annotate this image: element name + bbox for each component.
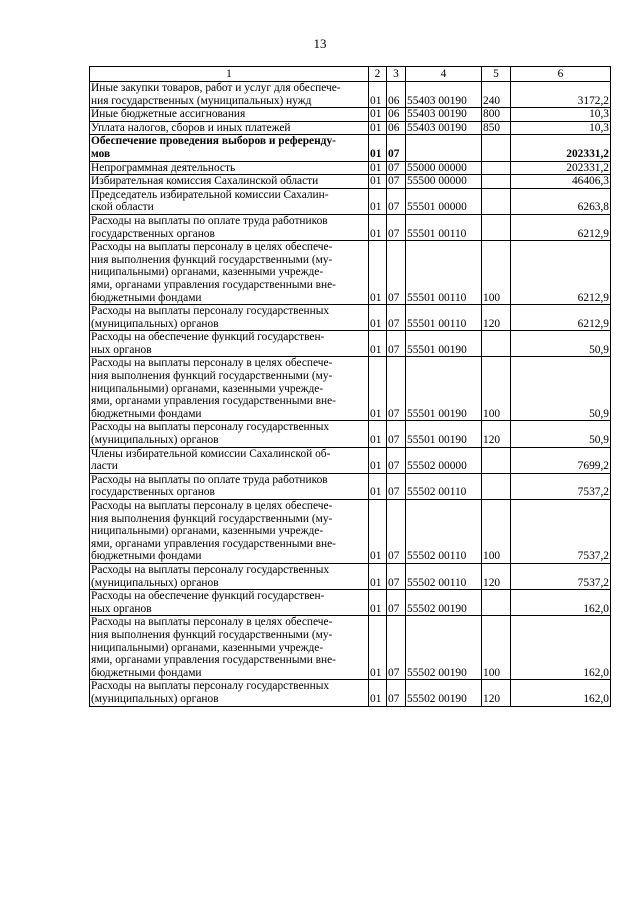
row-name (90, 82, 369, 108)
row-name-line: Расходы на обеспечение функций государствен- (91, 331, 325, 344)
row-name-line: бюджетными фондами (91, 407, 202, 420)
row-expense-type: 240 (482, 82, 511, 108)
row-expense-type: 120 (482, 421, 511, 447)
row-amount: 10,3 (511, 121, 611, 135)
budget-table (89, 66, 611, 707)
row-section: 01 (369, 305, 387, 331)
row-amount: 50,9 (511, 357, 611, 421)
row-name-line: ями, органами управления государственными вне- (91, 654, 336, 667)
row-expense-type (482, 214, 511, 240)
row-target-article: 55501 00110 (406, 305, 482, 331)
row-section: 01 (369, 241, 387, 305)
row-name (90, 121, 369, 135)
table-header (90, 67, 611, 82)
row-expense-type: 120 (482, 563, 511, 589)
row-section: 01 (369, 473, 387, 499)
row-section: 01 (369, 82, 387, 108)
row-amount: 6263,8 (511, 188, 611, 214)
table-row (90, 616, 611, 680)
row-target-article: 55500 00000 (406, 175, 482, 189)
row-name (90, 241, 369, 305)
row-target-article: 55502 00190 (406, 680, 482, 706)
row-name (90, 563, 369, 589)
row-subsection: 07 (387, 680, 406, 706)
header-col-section: 2 (369, 67, 387, 82)
row-name (90, 590, 369, 616)
header-col-subsection: 3 (387, 67, 406, 82)
table-row (90, 108, 611, 122)
row-name-line: (муниципальных) органов (91, 576, 219, 589)
row-section: 01 (369, 331, 387, 357)
table-row (90, 82, 611, 108)
row-name-line: ных органов (91, 602, 152, 615)
row-name-line: ями, органами управления государственными вне- (91, 537, 336, 550)
row-target-article: 55501 00000 (406, 188, 482, 214)
row-name-line: ниципальными) органами, казенными учрежде- (91, 641, 324, 654)
row-target-article: 55501 00110 (406, 241, 482, 305)
row-expense-type (482, 161, 511, 175)
table-row (90, 331, 611, 357)
row-name-line: ями, органами управления государственными вне- (91, 278, 336, 291)
row-section: 01 (369, 500, 387, 564)
row-name (90, 305, 369, 331)
row-expense-type: 120 (482, 680, 511, 706)
table-row (90, 447, 611, 473)
row-amount: 202331,2 (511, 135, 611, 161)
row-section: 01 (369, 214, 387, 240)
row-amount: 10,3 (511, 108, 611, 122)
page-number: 13 (313, 36, 327, 51)
row-name-line: Расходы на выплаты персоналу в целях обеспече- (91, 616, 333, 629)
row-subsection: 06 (387, 82, 406, 108)
row-amount: 6212,9 (511, 214, 611, 240)
row-name (90, 680, 369, 706)
row-target-article: 55502 00110 (406, 473, 482, 499)
row-name (90, 161, 369, 175)
row-expense-type: 100 (482, 357, 511, 421)
row-expense-type: 100 (482, 500, 511, 564)
row-expense-type: 100 (482, 241, 511, 305)
table-row (90, 241, 611, 305)
row-target-article (406, 135, 482, 161)
row-name-line: государственных органов (91, 486, 215, 499)
header-col-name: 1 (90, 67, 369, 82)
header-col-target-article: 4 (406, 67, 482, 82)
row-target-article: 55403 00190 (406, 108, 482, 122)
header-col-amount: 6 (511, 67, 611, 82)
row-name-line: Уплата налогов, сборов и иных платежей (91, 121, 291, 134)
row-section: 01 (369, 108, 387, 122)
table-row (90, 357, 611, 421)
row-subsection: 07 (387, 616, 406, 680)
row-name (90, 473, 369, 499)
row-expense-type: 800 (482, 108, 511, 122)
row-target-article: 55501 00190 (406, 331, 482, 357)
row-target-article: 55502 00000 (406, 447, 482, 473)
row-name (90, 188, 369, 214)
row-name-line: Расходы на выплаты персоналу в целях обеспече- (91, 357, 333, 370)
row-name-line: Расходы на выплаты персоналу в целях обеспече- (91, 241, 333, 254)
table-row (90, 175, 611, 189)
row-target-article: 55403 00190 (406, 121, 482, 135)
row-expense-type (482, 175, 511, 189)
row-amount: 50,9 (511, 331, 611, 357)
row-section: 01 (369, 188, 387, 214)
row-name-line: Иные бюджетные ассигнования (91, 108, 246, 121)
row-expense-type (482, 135, 511, 161)
row-subsection: 07 (387, 473, 406, 499)
row-subsection: 07 (387, 500, 406, 564)
row-name-line: ской области (91, 201, 154, 214)
row-name-line: Расходы на выплаты персоналу государственных (91, 563, 330, 576)
row-name (90, 421, 369, 447)
row-name-line: Иные закупки товаров, работ и услуг для обеспече- (91, 82, 341, 94)
row-target-article: 55501 00190 (406, 421, 482, 447)
row-subsection: 07 (387, 331, 406, 357)
row-expense-type (482, 590, 511, 616)
row-section: 01 (369, 421, 387, 447)
row-name-line: Непрограммная деятельность (91, 161, 236, 174)
row-name-line: ния выполнения функций государственными (му- (91, 628, 333, 641)
row-name-line: Председатель избирательной комиссии Сахалин- (91, 188, 329, 201)
row-target-article: 55502 00190 (406, 590, 482, 616)
table-row (90, 500, 611, 564)
table-row (90, 161, 611, 175)
row-section: 01 (369, 175, 387, 189)
row-amount: 6212,9 (511, 305, 611, 331)
table-row (90, 563, 611, 589)
row-name-line: Расходы на выплаты персоналу государственных (91, 305, 330, 318)
row-name-line: ния выполнения функций государственными (му- (91, 253, 333, 266)
row-name-line: мов (91, 147, 111, 160)
row-name (90, 616, 369, 680)
row-target-article: 55501 00190 (406, 357, 482, 421)
table-row (90, 680, 611, 706)
row-name-line: Члены избирательной комиссии Сахалинской об- (91, 447, 331, 460)
table-row (90, 188, 611, 214)
row-subsection: 07 (387, 563, 406, 589)
row-name-line: государственных органов (91, 227, 215, 240)
row-amount: 50,9 (511, 421, 611, 447)
row-amount: 7537,2 (511, 500, 611, 564)
row-target-article: 55501 00110 (406, 214, 482, 240)
row-amount: 3172,2 (511, 82, 611, 108)
row-name (90, 500, 369, 564)
row-name-line: ями, органами управления государственными вне- (91, 395, 336, 408)
row-expense-type: 850 (482, 121, 511, 135)
row-name-line: (муниципальных) органов (91, 692, 219, 705)
row-section: 01 (369, 447, 387, 473)
table-row (90, 135, 611, 161)
table-row (90, 121, 611, 135)
row-section: 01 (369, 357, 387, 421)
row-section: 01 (369, 121, 387, 135)
table-row (90, 473, 611, 499)
row-name-line: Расходы на выплаты персоналу государственных (91, 421, 330, 434)
row-amount: 7537,2 (511, 473, 611, 499)
row-amount: 46406,3 (511, 175, 611, 189)
row-name (90, 214, 369, 240)
row-target-article: 55502 00110 (406, 563, 482, 589)
row-expense-type (482, 447, 511, 473)
row-name-line: Расходы на выплаты персоналу государственных (91, 680, 330, 693)
row-name-line: (муниципальных) органов (91, 317, 219, 330)
row-subsection: 07 (387, 175, 406, 189)
row-name-line: ниципальными) органами, казенными учрежде- (91, 382, 324, 395)
table-row (90, 305, 611, 331)
row-target-article: 55502 00190 (406, 616, 482, 680)
row-expense-type (482, 188, 511, 214)
row-name (90, 108, 369, 122)
row-name-line: Обеспечение проведения выборов и референду- (91, 135, 336, 148)
row-name-line: ниципальными) органами, казенными учрежде- (91, 266, 324, 279)
row-expense-type: 120 (482, 305, 511, 331)
row-subsection: 07 (387, 590, 406, 616)
table-row (90, 421, 611, 447)
row-subsection: 07 (387, 357, 406, 421)
row-name-line: Расходы на выплаты персоналу в целях обеспече- (91, 500, 333, 512)
row-name (90, 331, 369, 357)
row-subsection: 06 (387, 108, 406, 122)
row-subsection: 07 (387, 135, 406, 161)
row-amount: 7699,2 (511, 447, 611, 473)
row-name-line: (муниципальных) органов (91, 434, 219, 447)
header-col-expense-type: 5 (482, 67, 511, 82)
row-section: 01 (369, 135, 387, 161)
table-row (90, 214, 611, 240)
row-section: 01 (369, 161, 387, 175)
row-amount: 7537,2 (511, 563, 611, 589)
row-name-line: ния выполнения функций государственными (му- (91, 512, 333, 525)
row-section: 01 (369, 563, 387, 589)
row-amount: 202331,2 (511, 161, 611, 175)
row-name-line: ниципальными) органами, казенными учрежде- (91, 525, 324, 538)
row-amount: 162,0 (511, 590, 611, 616)
row-name-line: Расходы на выплаты по оплате труда работников (91, 214, 328, 227)
row-target-article: 55000 00000 (406, 161, 482, 175)
row-subsection: 07 (387, 241, 406, 305)
row-target-article: 55403 00190 (406, 82, 482, 108)
row-name-line: бюджетными фондами (91, 291, 202, 304)
row-name-line: бюджетными фондами (91, 550, 202, 563)
row-target-article: 55502 00110 (406, 500, 482, 564)
row-subsection: 07 (387, 421, 406, 447)
row-section: 01 (369, 590, 387, 616)
row-amount: 162,0 (511, 680, 611, 706)
row-subsection: 07 (387, 214, 406, 240)
row-name-line: ния выполнения функций государственными (му- (91, 370, 333, 383)
row-subsection: 07 (387, 305, 406, 331)
row-name (90, 135, 369, 161)
row-subsection: 06 (387, 121, 406, 135)
row-name (90, 175, 369, 189)
table-row (90, 590, 611, 616)
row-section: 01 (369, 616, 387, 680)
row-expense-type: 100 (482, 616, 511, 680)
row-section: 01 (369, 680, 387, 706)
row-subsection: 07 (387, 447, 406, 473)
row-subsection: 07 (387, 188, 406, 214)
row-subsection: 07 (387, 161, 406, 175)
row-name-line: Расходы на выплаты по оплате труда работников (91, 473, 328, 486)
row-name-line: ных органов (91, 343, 152, 356)
row-name-line: ласти (91, 460, 118, 473)
row-name-line: Расходы на обеспечение функций государствен- (91, 590, 325, 603)
row-name-line: Избирательная комиссия Сахалинской области (91, 175, 319, 188)
row-expense-type (482, 473, 511, 499)
header-row (90, 67, 611, 82)
row-name (90, 357, 369, 421)
row-name (90, 447, 369, 473)
table-body (90, 82, 611, 707)
row-name-line: ния государственных (муниципальных) нужд (91, 94, 312, 107)
row-amount: 6212,9 (511, 241, 611, 305)
row-amount: 162,0 (511, 616, 611, 680)
row-name-line: бюджетными фондами (91, 666, 202, 679)
row-expense-type (482, 331, 511, 357)
